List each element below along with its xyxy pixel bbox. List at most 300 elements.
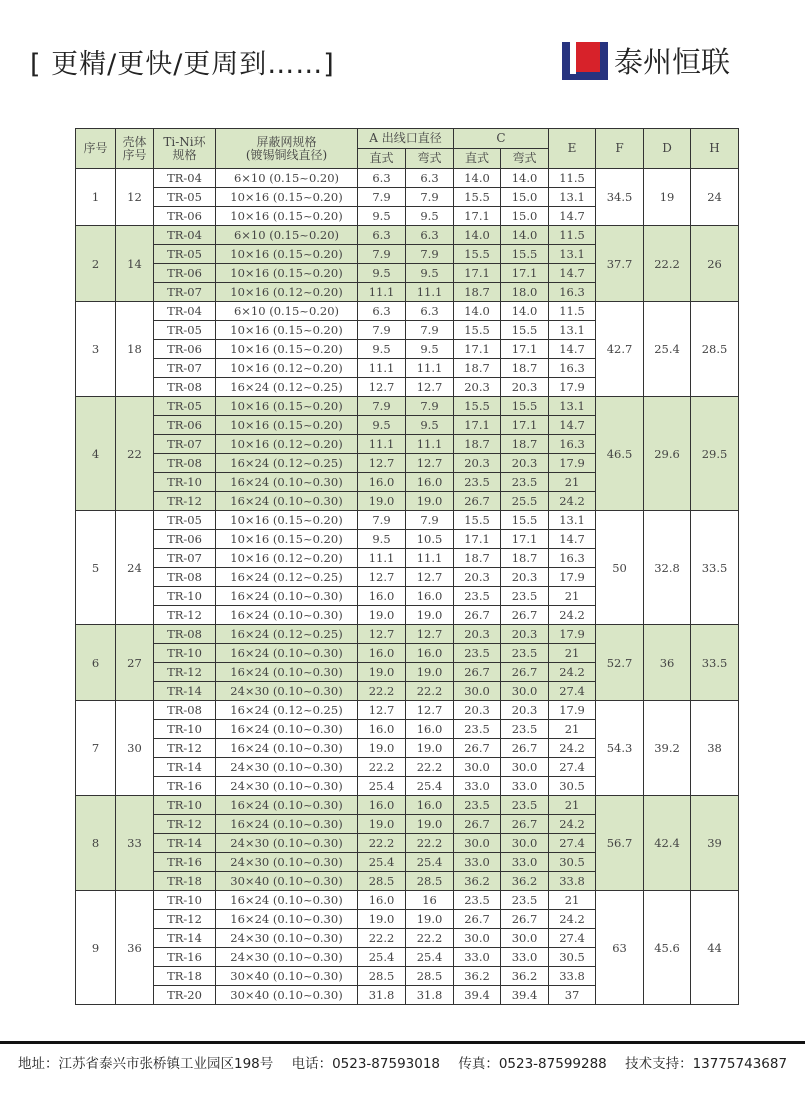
table-row: [76, 511, 739, 530]
cell-e: 16.3: [549, 549, 596, 568]
footer-phone: 电话：0523-87593018: [291, 1056, 441, 1072]
cell-c-bent: 33.0: [501, 853, 549, 872]
cell-c-straight: 17.1: [454, 207, 501, 226]
cell-c-bent: 15.5: [501, 397, 549, 416]
cell-mesh: 16×24 (0.10~0.30): [216, 606, 358, 625]
cell-mesh: 16×24 (0.10~0.30): [216, 473, 358, 492]
cell-c-straight: 17.1: [454, 340, 501, 359]
cell-e: 37: [549, 986, 596, 1005]
cell-e: 21: [549, 891, 596, 910]
cell-a-bent: 12.7: [406, 568, 454, 587]
cell-mesh: 6×10 (0.15~0.20): [216, 226, 358, 245]
cell-a-bent: 12.7: [406, 378, 454, 397]
brand: [562, 40, 730, 81]
cell-a-straight: 19.0: [358, 739, 406, 758]
cell-a-bent: 19.0: [406, 492, 454, 511]
cell-e: 27.4: [549, 834, 596, 853]
cell-c-straight: 18.7: [454, 435, 501, 454]
header-c-bent: 弯式: [501, 149, 549, 169]
cell-ring: TR-14: [154, 834, 216, 853]
cell-c-straight: 15.5: [454, 245, 501, 264]
cell-mesh: 16×24 (0.10~0.30): [216, 587, 358, 606]
cell-a-bent: 7.9: [406, 245, 454, 264]
cell-c-bent: 20.3: [501, 625, 549, 644]
cell-mesh: 10×16 (0.12~0.20): [216, 359, 358, 378]
cell-ring: TR-12: [154, 910, 216, 929]
cell-ring: TR-06: [154, 340, 216, 359]
cell-ring: TR-14: [154, 682, 216, 701]
cell-c-bent: 17.1: [501, 530, 549, 549]
cell-e: 17.9: [549, 568, 596, 587]
cell-a-bent: 19.0: [406, 739, 454, 758]
cell-e: 14.7: [549, 340, 596, 359]
cell-a-bent: 11.1: [406, 359, 454, 378]
cell-e: 21: [549, 796, 596, 815]
cell-h: 39: [691, 796, 739, 891]
cell-c-bent: 23.5: [501, 891, 549, 910]
cell-a-straight: 28.5: [358, 872, 406, 891]
cell-shell: 27: [116, 625, 154, 701]
cell-a-bent: 11.1: [406, 283, 454, 302]
cell-shell: 30: [116, 701, 154, 796]
cell-c-bent: 20.3: [501, 378, 549, 397]
cell-ring: TR-04: [154, 302, 216, 321]
cell-mesh: 16×24 (0.12~0.25): [216, 701, 358, 720]
cell-a-bent: 31.8: [406, 986, 454, 1005]
cell-e: 21: [549, 473, 596, 492]
cell-f: 52.7: [596, 625, 644, 701]
cell-shell: 36: [116, 891, 154, 1005]
cell-mesh: 24×30 (0.10~0.30): [216, 929, 358, 948]
table-row: [76, 891, 739, 910]
cell-c-bent: 23.5: [501, 473, 549, 492]
cell-c-bent: 18.7: [501, 435, 549, 454]
cell-a-straight: 22.2: [358, 929, 406, 948]
cell-e: 21: [549, 720, 596, 739]
cell-mesh: 10×16 (0.15~0.20): [216, 530, 358, 549]
cell-ring: TR-16: [154, 853, 216, 872]
cell-c-straight: 15.5: [454, 511, 501, 530]
cell-e: 33.8: [549, 872, 596, 891]
cell-e: 24.2: [549, 492, 596, 511]
cell-a-straight: 16.0: [358, 587, 406, 606]
header-a-bent: 弯式: [406, 149, 454, 169]
footer-fax: 传真：0523-87599288: [458, 1056, 607, 1072]
header-mesh: 屏蔽网规格 (镀锡铜线直径): [216, 129, 358, 169]
cell-d: 29.6: [644, 397, 691, 511]
cell-a-straight: 12.7: [358, 701, 406, 720]
cell-mesh: 10×16 (0.15~0.20): [216, 188, 358, 207]
cell-c-bent: 15.0: [501, 188, 549, 207]
cell-c-bent: 26.7: [501, 739, 549, 758]
cell-shell: 22: [116, 397, 154, 511]
cell-e: 14.7: [549, 207, 596, 226]
cell-c-straight: 20.3: [454, 701, 501, 720]
cell-h: 44: [691, 891, 739, 1005]
cell-a-straight: 9.5: [358, 207, 406, 226]
cell-a-bent: 16.0: [406, 644, 454, 663]
cell-d: 32.8: [644, 511, 691, 625]
cell-c-bent: 36.2: [501, 967, 549, 986]
cell-mesh: 16×24 (0.12~0.25): [216, 454, 358, 473]
slogan: [ 更精/更快/更周到……]: [30, 49, 335, 80]
cell-f: 50: [596, 511, 644, 625]
cell-ring: TR-06: [154, 530, 216, 549]
cell-mesh: 30×40 (0.10~0.30): [216, 986, 358, 1005]
cell-a-bent: 11.1: [406, 435, 454, 454]
cell-c-bent: 17.1: [501, 416, 549, 435]
cell-a-straight: 19.0: [358, 663, 406, 682]
cell-a-bent: 12.7: [406, 701, 454, 720]
cell-mesh: 10×16 (0.15~0.20): [216, 340, 358, 359]
cell-e: 24.2: [549, 739, 596, 758]
cell-a-straight: 9.5: [358, 264, 406, 283]
cell-a-straight: 19.0: [358, 492, 406, 511]
cell-a-straight: 22.2: [358, 834, 406, 853]
cell-c-straight: 26.7: [454, 663, 501, 682]
cell-ring: TR-08: [154, 625, 216, 644]
cell-c-bent: 17.1: [501, 340, 549, 359]
cell-c-straight: 26.7: [454, 910, 501, 929]
cell-ring: TR-07: [154, 549, 216, 568]
cell-a-straight: 19.0: [358, 910, 406, 929]
cell-ring: TR-10: [154, 473, 216, 492]
cell-a-bent: 12.7: [406, 454, 454, 473]
cell-c-bent: 23.5: [501, 796, 549, 815]
cell-c-straight: 23.5: [454, 644, 501, 663]
cell-ring: TR-07: [154, 359, 216, 378]
cell-shell: 14: [116, 226, 154, 302]
cell-c-bent: 23.5: [501, 720, 549, 739]
cell-a-straight: 12.7: [358, 378, 406, 397]
header-a: A 出线口直径: [358, 129, 454, 149]
cell-h: 28.5: [691, 302, 739, 397]
cell-h: 24: [691, 169, 739, 226]
cell-ring: TR-12: [154, 663, 216, 682]
cell-no: 7: [76, 701, 116, 796]
cell-c-bent: 14.0: [501, 169, 549, 188]
cell-a-straight: 11.1: [358, 549, 406, 568]
cell-a-bent: 19.0: [406, 815, 454, 834]
cell-e: 14.7: [549, 530, 596, 549]
cell-a-bent: 10.5: [406, 530, 454, 549]
cell-a-straight: 6.3: [358, 226, 406, 245]
cell-c-straight: 36.2: [454, 872, 501, 891]
cell-c-straight: 18.7: [454, 359, 501, 378]
cell-h: 38: [691, 701, 739, 796]
header-shell: 壳体 序号: [116, 129, 154, 169]
cell-a-bent: 6.3: [406, 169, 454, 188]
cell-e: 24.2: [549, 815, 596, 834]
cell-a-bent: 7.9: [406, 188, 454, 207]
cell-mesh: 24×30 (0.10~0.30): [216, 834, 358, 853]
cell-a-straight: 11.1: [358, 359, 406, 378]
cell-a-bent: 22.2: [406, 682, 454, 701]
spec-table: [75, 128, 739, 1005]
cell-c-bent: 15.5: [501, 245, 549, 264]
cell-c-straight: 26.7: [454, 606, 501, 625]
cell-mesh: 16×24 (0.10~0.30): [216, 644, 358, 663]
cell-a-straight: 28.5: [358, 967, 406, 986]
cell-e: 30.5: [549, 948, 596, 967]
cell-d: 45.6: [644, 891, 691, 1005]
cell-c-straight: 23.5: [454, 587, 501, 606]
cell-mesh: 10×16 (0.12~0.20): [216, 549, 358, 568]
cell-c-straight: 23.5: [454, 473, 501, 492]
cell-a-bent: 28.5: [406, 872, 454, 891]
cell-a-bent: 16.0: [406, 473, 454, 492]
cell-a-straight: 25.4: [358, 948, 406, 967]
cell-a-bent: 11.1: [406, 549, 454, 568]
cell-c-bent: 14.0: [501, 302, 549, 321]
cell-a-straight: 11.1: [358, 435, 406, 454]
cell-d: 19: [644, 169, 691, 226]
cell-a-bent: 16.0: [406, 587, 454, 606]
cell-d: 39.2: [644, 701, 691, 796]
cell-a-bent: 22.2: [406, 758, 454, 777]
cell-a-bent: 28.5: [406, 967, 454, 986]
cell-c-straight: 23.5: [454, 796, 501, 815]
cell-c-bent: 23.5: [501, 644, 549, 663]
cell-mesh: 16×24 (0.10~0.30): [216, 815, 358, 834]
header-ring: Ti-Ni环 规格: [154, 129, 216, 169]
cell-shell: 33: [116, 796, 154, 891]
cell-mesh: 10×16 (0.15~0.20): [216, 321, 358, 340]
cell-no: 5: [76, 511, 116, 625]
cell-c-bent: 33.0: [501, 948, 549, 967]
cell-ring: TR-08: [154, 568, 216, 587]
cell-ring: TR-10: [154, 796, 216, 815]
cell-f: 37.7: [596, 226, 644, 302]
cell-c-straight: 15.5: [454, 188, 501, 207]
cell-a-bent: 9.5: [406, 207, 454, 226]
cell-no: 3: [76, 302, 116, 397]
cell-e: 30.5: [549, 777, 596, 796]
cell-c-bent: 36.2: [501, 872, 549, 891]
cell-c-bent: 30.0: [501, 682, 549, 701]
brand-name: 泰州恒联: [614, 45, 731, 79]
cell-e: 33.8: [549, 967, 596, 986]
cell-c-straight: 36.2: [454, 967, 501, 986]
cell-e: 16.3: [549, 359, 596, 378]
cell-c-bent: 23.5: [501, 587, 549, 606]
cell-mesh: 16×24 (0.10~0.30): [216, 720, 358, 739]
cell-shell: 18: [116, 302, 154, 397]
cell-mesh: 24×30 (0.10~0.30): [216, 758, 358, 777]
cell-ring: TR-12: [154, 492, 216, 511]
cell-mesh: 30×40 (0.10~0.30): [216, 967, 358, 986]
cell-a-bent: 9.5: [406, 264, 454, 283]
cell-mesh: 24×30 (0.10~0.30): [216, 682, 358, 701]
cell-a-straight: 25.4: [358, 777, 406, 796]
cell-c-straight: 26.7: [454, 492, 501, 511]
cell-a-straight: 6.3: [358, 302, 406, 321]
cell-a-straight: 12.7: [358, 568, 406, 587]
cell-c-bent: 30.0: [501, 834, 549, 853]
table-row: [76, 701, 739, 720]
cell-mesh: 24×30 (0.10~0.30): [216, 853, 358, 872]
header-f: F: [596, 129, 644, 169]
cell-c-straight: 39.4: [454, 986, 501, 1005]
cell-a-bent: 12.7: [406, 625, 454, 644]
cell-ring: TR-16: [154, 948, 216, 967]
header-c-straight: 直式: [454, 149, 501, 169]
cell-ring: TR-10: [154, 891, 216, 910]
cell-e: 13.1: [549, 511, 596, 530]
cell-ring: TR-16: [154, 777, 216, 796]
cell-mesh: 16×24 (0.12~0.25): [216, 378, 358, 397]
cell-mesh: 16×24 (0.12~0.25): [216, 568, 358, 587]
cell-mesh: 16×24 (0.10~0.30): [216, 796, 358, 815]
cell-a-bent: 16: [406, 891, 454, 910]
cell-ring: TR-10: [154, 644, 216, 663]
footer-divider: [0, 1041, 805, 1044]
cell-a-bent: 25.4: [406, 853, 454, 872]
cell-f: 54.3: [596, 701, 644, 796]
cell-a-straight: 16.0: [358, 644, 406, 663]
cell-c-straight: 14.0: [454, 169, 501, 188]
cell-ring: TR-05: [154, 397, 216, 416]
cell-e: 27.4: [549, 929, 596, 948]
cell-d: 42.4: [644, 796, 691, 891]
cell-mesh: 6×10 (0.15~0.20): [216, 302, 358, 321]
cell-ring: TR-12: [154, 815, 216, 834]
cell-ring: TR-05: [154, 511, 216, 530]
cell-e: 27.4: [549, 758, 596, 777]
table-row: [76, 226, 739, 245]
cell-ring: TR-08: [154, 378, 216, 397]
cell-ring: TR-07: [154, 283, 216, 302]
cell-a-bent: 19.0: [406, 663, 454, 682]
cell-ring: TR-10: [154, 720, 216, 739]
cell-c-bent: 20.3: [501, 454, 549, 473]
cell-c-bent: 17.1: [501, 264, 549, 283]
cell-a-straight: 7.9: [358, 188, 406, 207]
cell-c-bent: 33.0: [501, 777, 549, 796]
cell-c-bent: 30.0: [501, 929, 549, 948]
cell-ring: TR-14: [154, 929, 216, 948]
cell-ring: TR-05: [154, 321, 216, 340]
cell-c-straight: 30.0: [454, 834, 501, 853]
cell-no: 9: [76, 891, 116, 1005]
cell-a-straight: 7.9: [358, 511, 406, 530]
cell-ring: TR-04: [154, 226, 216, 245]
cell-mesh: 10×16 (0.15~0.20): [216, 397, 358, 416]
cell-a-bent: 22.2: [406, 929, 454, 948]
cell-ring: TR-18: [154, 967, 216, 986]
cell-a-bent: 7.9: [406, 511, 454, 530]
cell-e: 13.1: [549, 321, 596, 340]
header-d: D: [644, 129, 691, 169]
cell-c-straight: 17.1: [454, 416, 501, 435]
table-row: [76, 796, 739, 815]
table-row: [76, 625, 739, 644]
cell-a-bent: 9.5: [406, 416, 454, 435]
cell-c-bent: 15.5: [501, 511, 549, 530]
cell-a-straight: 9.5: [358, 340, 406, 359]
cell-c-straight: 30.0: [454, 682, 501, 701]
cell-c-bent: 26.7: [501, 663, 549, 682]
cell-ring: TR-04: [154, 169, 216, 188]
cell-ring: TR-20: [154, 986, 216, 1005]
footer-support: 技术支持：13775743687: [625, 1056, 788, 1072]
cell-e: 13.1: [549, 245, 596, 264]
cell-c-bent: 20.3: [501, 568, 549, 587]
cell-e: 30.5: [549, 853, 596, 872]
cell-mesh: 10×16 (0.12~0.20): [216, 435, 358, 454]
cell-a-straight: 16.0: [358, 891, 406, 910]
cell-ring: TR-12: [154, 739, 216, 758]
cell-d: 22.2: [644, 226, 691, 302]
cell-e: 21: [549, 587, 596, 606]
cell-e: 17.9: [549, 701, 596, 720]
cell-c-straight: 33.0: [454, 853, 501, 872]
header-h: H: [691, 129, 739, 169]
cell-e: 17.9: [549, 378, 596, 397]
cell-e: 21: [549, 644, 596, 663]
cell-a-straight: 22.2: [358, 758, 406, 777]
cell-c-straight: 15.5: [454, 321, 501, 340]
cell-mesh: 16×24 (0.12~0.25): [216, 625, 358, 644]
cell-a-bent: 16.0: [406, 796, 454, 815]
cell-a-bent: 22.2: [406, 834, 454, 853]
cell-c-bent: 18.0: [501, 283, 549, 302]
header-a-straight: 直式: [358, 149, 406, 169]
cell-a-bent: 25.4: [406, 948, 454, 967]
table-row: [76, 397, 739, 416]
header-c: C: [454, 129, 549, 149]
cell-c-bent: 18.7: [501, 359, 549, 378]
cell-mesh: 6×10 (0.15~0.20): [216, 169, 358, 188]
cell-c-straight: 30.0: [454, 929, 501, 948]
cell-mesh: 30×40 (0.10~0.30): [216, 872, 358, 891]
cell-e: 16.3: [549, 283, 596, 302]
cell-c-straight: 33.0: [454, 777, 501, 796]
cell-ring: TR-14: [154, 758, 216, 777]
cell-a-bent: 19.0: [406, 606, 454, 625]
cell-e: 11.5: [549, 226, 596, 245]
cell-mesh: 10×16 (0.15~0.20): [216, 264, 358, 283]
cell-c-bent: 26.7: [501, 910, 549, 929]
cell-a-bent: 16.0: [406, 720, 454, 739]
cell-h: 33.5: [691, 625, 739, 701]
cell-f: 34.5: [596, 169, 644, 226]
cell-f: 46.5: [596, 397, 644, 511]
cell-e: 17.9: [549, 454, 596, 473]
cell-c-straight: 20.3: [454, 454, 501, 473]
cell-a-straight: 12.7: [358, 625, 406, 644]
cell-c-straight: 20.3: [454, 625, 501, 644]
cell-c-straight: 17.1: [454, 264, 501, 283]
company-logo-icon: [562, 42, 608, 80]
cell-ring: TR-10: [154, 587, 216, 606]
cell-shell: 12: [116, 169, 154, 226]
cell-c-straight: 26.7: [454, 815, 501, 834]
cell-a-bent: 6.3: [406, 226, 454, 245]
cell-mesh: 16×24 (0.10~0.30): [216, 663, 358, 682]
cell-a-bent: 6.3: [406, 302, 454, 321]
cell-mesh: 16×24 (0.10~0.30): [216, 910, 358, 929]
cell-mesh: 10×16 (0.15~0.20): [216, 245, 358, 264]
cell-e: 11.5: [549, 169, 596, 188]
cell-c-bent: 26.7: [501, 815, 549, 834]
cell-ring: TR-07: [154, 435, 216, 454]
cell-e: 13.1: [549, 188, 596, 207]
cell-c-straight: 20.3: [454, 378, 501, 397]
cell-no: 4: [76, 397, 116, 511]
cell-a-straight: 22.2: [358, 682, 406, 701]
cell-c-bent: 15.5: [501, 321, 549, 340]
